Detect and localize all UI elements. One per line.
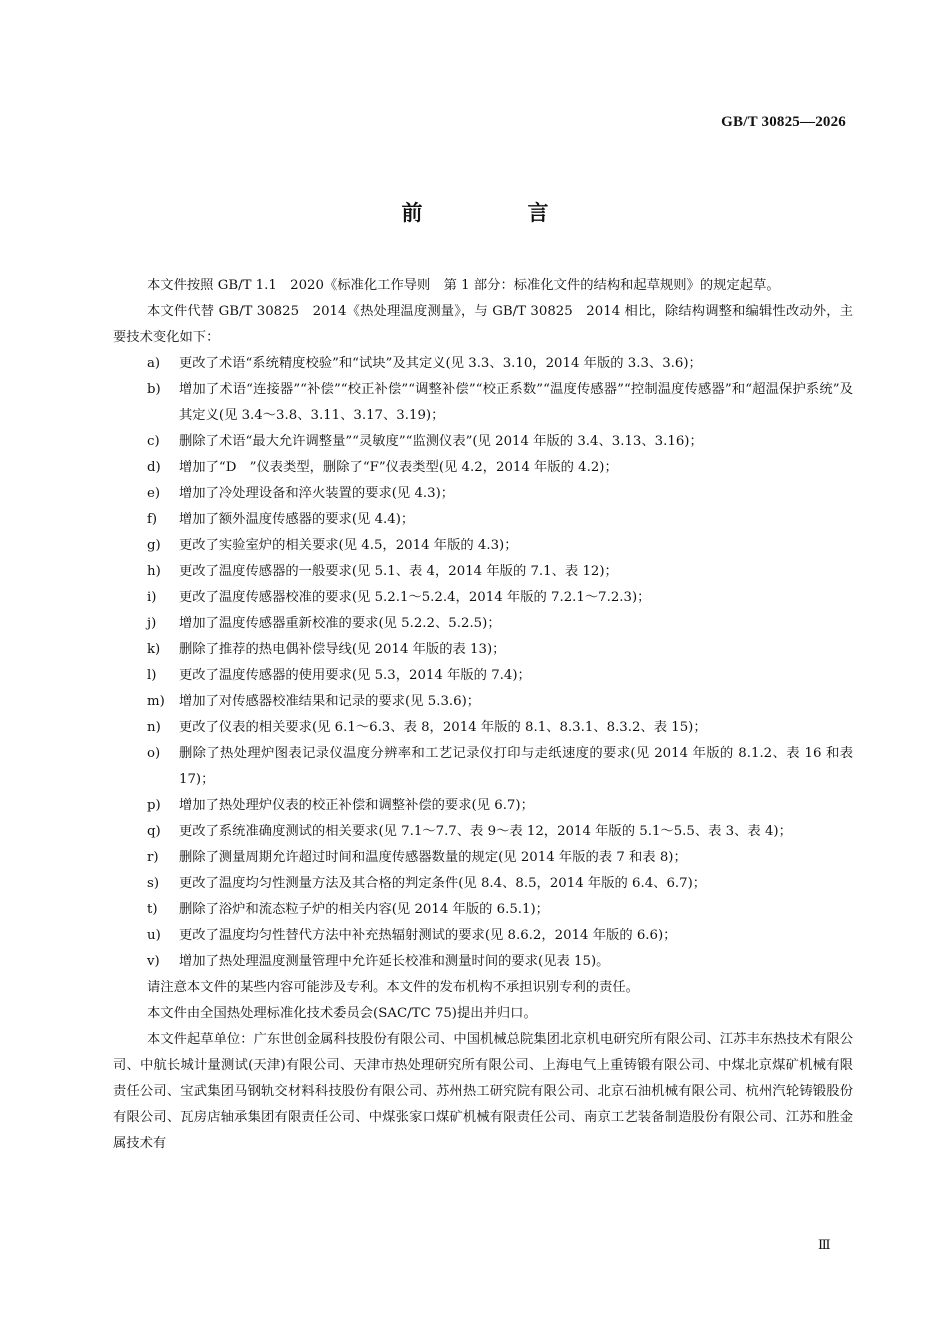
change-text: 增加了冷处理设备和淬火装置的要求(见 4.3)； [179, 486, 455, 501]
change-text: 更改了温度均匀性替代方法中补充热辐射测试的要求(见 8.6.2，2014 年版的 6.6)； [179, 928, 677, 943]
page-number: Ⅲ [818, 1237, 831, 1252]
change-text: 删除了测量周期允许超过时间和温度传感器数量的规定(见 2014 年版的表 7 和表 8)； [179, 850, 687, 865]
change-list-item [113, 845, 853, 871]
change-list-item [113, 793, 853, 819]
changes-list [113, 351, 853, 975]
list-marker: l) [147, 668, 157, 683]
change-text: 增加了对传感器校准结果和记录的要求(见 5.3.6)； [179, 694, 481, 709]
change-text: 删除了热处理炉图表记录仪温度分辨率和工艺记录仪打印与走纸速度的要求(见 2014 年版的 8.1.2、表 16 和表 17)； [179, 746, 853, 787]
change-text: 更改了温度传感器的一般要求(见 5.1、表 4，2014 年版的 7.1、表 12)； [179, 564, 618, 579]
change-text: 更改了温度均匀性测量方法及其合格的判定条件(见 8.4、8.5，2014 年版的 6.4、6.7)； [179, 876, 707, 891]
list-marker: m) [147, 694, 165, 709]
change-text: 增加了术语“连接器”“补偿”“校正补偿”“调整补偿”“校正系数”“温度传感器”“控制温度传感器”和“超温保护系统”及其定义(见 3.4～3.8、3.11、3.17、3.19)； [179, 382, 853, 423]
change-list-item [113, 897, 853, 923]
change-text: 更改了仪表的相关要求(见 6.1～6.3、表 8，2014 年版的 8.1、8.3.1、8.3.2、表 15)； [179, 720, 707, 735]
list-marker: g) [147, 538, 161, 553]
list-marker: u) [147, 928, 161, 943]
change-list-item [113, 663, 853, 689]
list-marker: h) [147, 564, 161, 579]
change-list-item [113, 871, 853, 897]
list-marker: s) [147, 876, 160, 891]
list-marker: f) [147, 512, 158, 527]
change-text: 更改了温度传感器的使用要求(见 5.3，2014 年版的 7.4)； [179, 668, 531, 683]
list-marker: a) [147, 356, 161, 371]
list-marker: d) [147, 460, 161, 475]
change-list-item [113, 689, 853, 715]
change-text: 删除了推荐的热电偶补偿导线(见 2014 年版的表 13)； [179, 642, 506, 657]
list-marker: k) [147, 642, 161, 657]
standard-number: GB/T 30825—2026 [721, 114, 846, 130]
change-text: 更改了实验室炉的相关要求(见 4.5，2014 年版的 4.3)； [179, 538, 518, 553]
change-list-item [113, 533, 853, 559]
change-list-item [113, 923, 853, 949]
list-marker: o) [147, 746, 161, 761]
list-marker: p) [147, 798, 161, 813]
drafting-units-paragraph: 本文件起草单位：广东世创金属科技股份有限公司、中国机械总院集团北京机电研究所有限公司、江苏丰东热技术有限公司、中航长城计量测试(天津)有限公司、天津市热处理研究所有限公司、上海电气上重铸锻有限公司、中煤北京煤矿机械有限责任公司、宝武集团马钢轨交材料科技股份有限公司、苏州热工研究院有限公司、北京石油机械有限公司、杭州汽轮铸锻股份有限公司、瓦房店轴承集团有限责任公司、中煤张家口煤矿机械有限责任公司、南京工艺装备制造股份有限公司、江苏和胜金属技术有 [113, 1032, 853, 1151]
change-list-item [113, 611, 853, 637]
change-text: 增加了额外温度传感器的要求(见 4.4)； [179, 512, 415, 527]
change-list-item [113, 585, 853, 611]
document-body [113, 273, 853, 1157]
change-list-item [113, 559, 853, 585]
change-text: 更改了术语“系统精度校验”和“试块”及其定义(见 3.3、3.10，2014 年版的 3.3、3.6)； [179, 356, 702, 371]
change-list-item [113, 481, 853, 507]
change-text: 删除了浴炉和流态粒子炉的相关内容(见 2014 年版的 6.5.1)； [179, 902, 549, 917]
change-list-item [113, 819, 853, 845]
change-list-item [113, 351, 853, 377]
change-list-item [113, 429, 853, 455]
change-list-item [113, 377, 853, 429]
change-text: 增加了“D ”仪表类型，删除了“F”仪表类型(见 4.2，2014 年版的 4.2)； [179, 460, 618, 475]
drafting-rule-paragraph: 本文件按照 GB/T 1.1 2020《标准化工作导则 第 1 部分：标准化文件的结构和起草规则》的规定起草。 [147, 278, 780, 293]
list-marker: t) [147, 902, 158, 917]
list-marker: v) [147, 954, 160, 969]
list-marker: i) [147, 590, 157, 605]
change-text: 增加了热处理炉仪表的校正补偿和调整补偿的要求(见 6.7)； [179, 798, 534, 813]
list-marker: c) [147, 434, 160, 449]
change-text: 更改了系统准确度测试的相关要求(见 7.1～7.7、表 9～表 12，2014 年版的 5.1～5.5、表 3、表 4)； [179, 824, 792, 839]
list-marker: e) [147, 486, 161, 501]
list-marker: j) [147, 616, 157, 631]
change-list-item [113, 455, 853, 481]
list-marker: b) [147, 382, 161, 397]
change-list-item [113, 741, 853, 793]
proposer-paragraph: 本文件由全国热处理标准化技术委员会(SAC/TC 75)提出并归口。 [147, 1006, 537, 1021]
list-marker: q) [147, 824, 161, 839]
change-text: 删除了术语“最大允许调整量”“灵敏度”“监测仪表”(见 2014 年版的 3.4、3.13、3.16)； [179, 434, 703, 449]
patent-notice-paragraph: 请注意本文件的某些内容可能涉及专利。本文件的发布机构不承担识别专利的责任。 [147, 980, 639, 995]
list-marker: n) [147, 720, 161, 735]
change-list-item [113, 949, 853, 975]
list-marker: r) [147, 850, 159, 865]
change-list-item [113, 637, 853, 663]
page-title: 前 言 [401, 201, 591, 225]
change-text: 增加了热处理温度测量管理中允许延长校准和测量时间的要求(见表 15)。 [179, 954, 610, 969]
change-list-item [113, 507, 853, 533]
change-text: 更改了温度传感器校准的要求(见 5.2.1～5.2.4，2014 年版的 7.2.1～7.2.3)； [179, 590, 651, 605]
change-list-item [113, 715, 853, 741]
change-text: 增加了温度传感器重新校准的要求(见 5.2.2、5.2.5)； [179, 616, 501, 631]
replacement-paragraph: 本文件代替 GB/T 30825 2014《热处理温度测量》，与 GB/T 30825 2014 相比，除结构调整和编辑性改动外，主要技术变化如下： [113, 304, 853, 345]
